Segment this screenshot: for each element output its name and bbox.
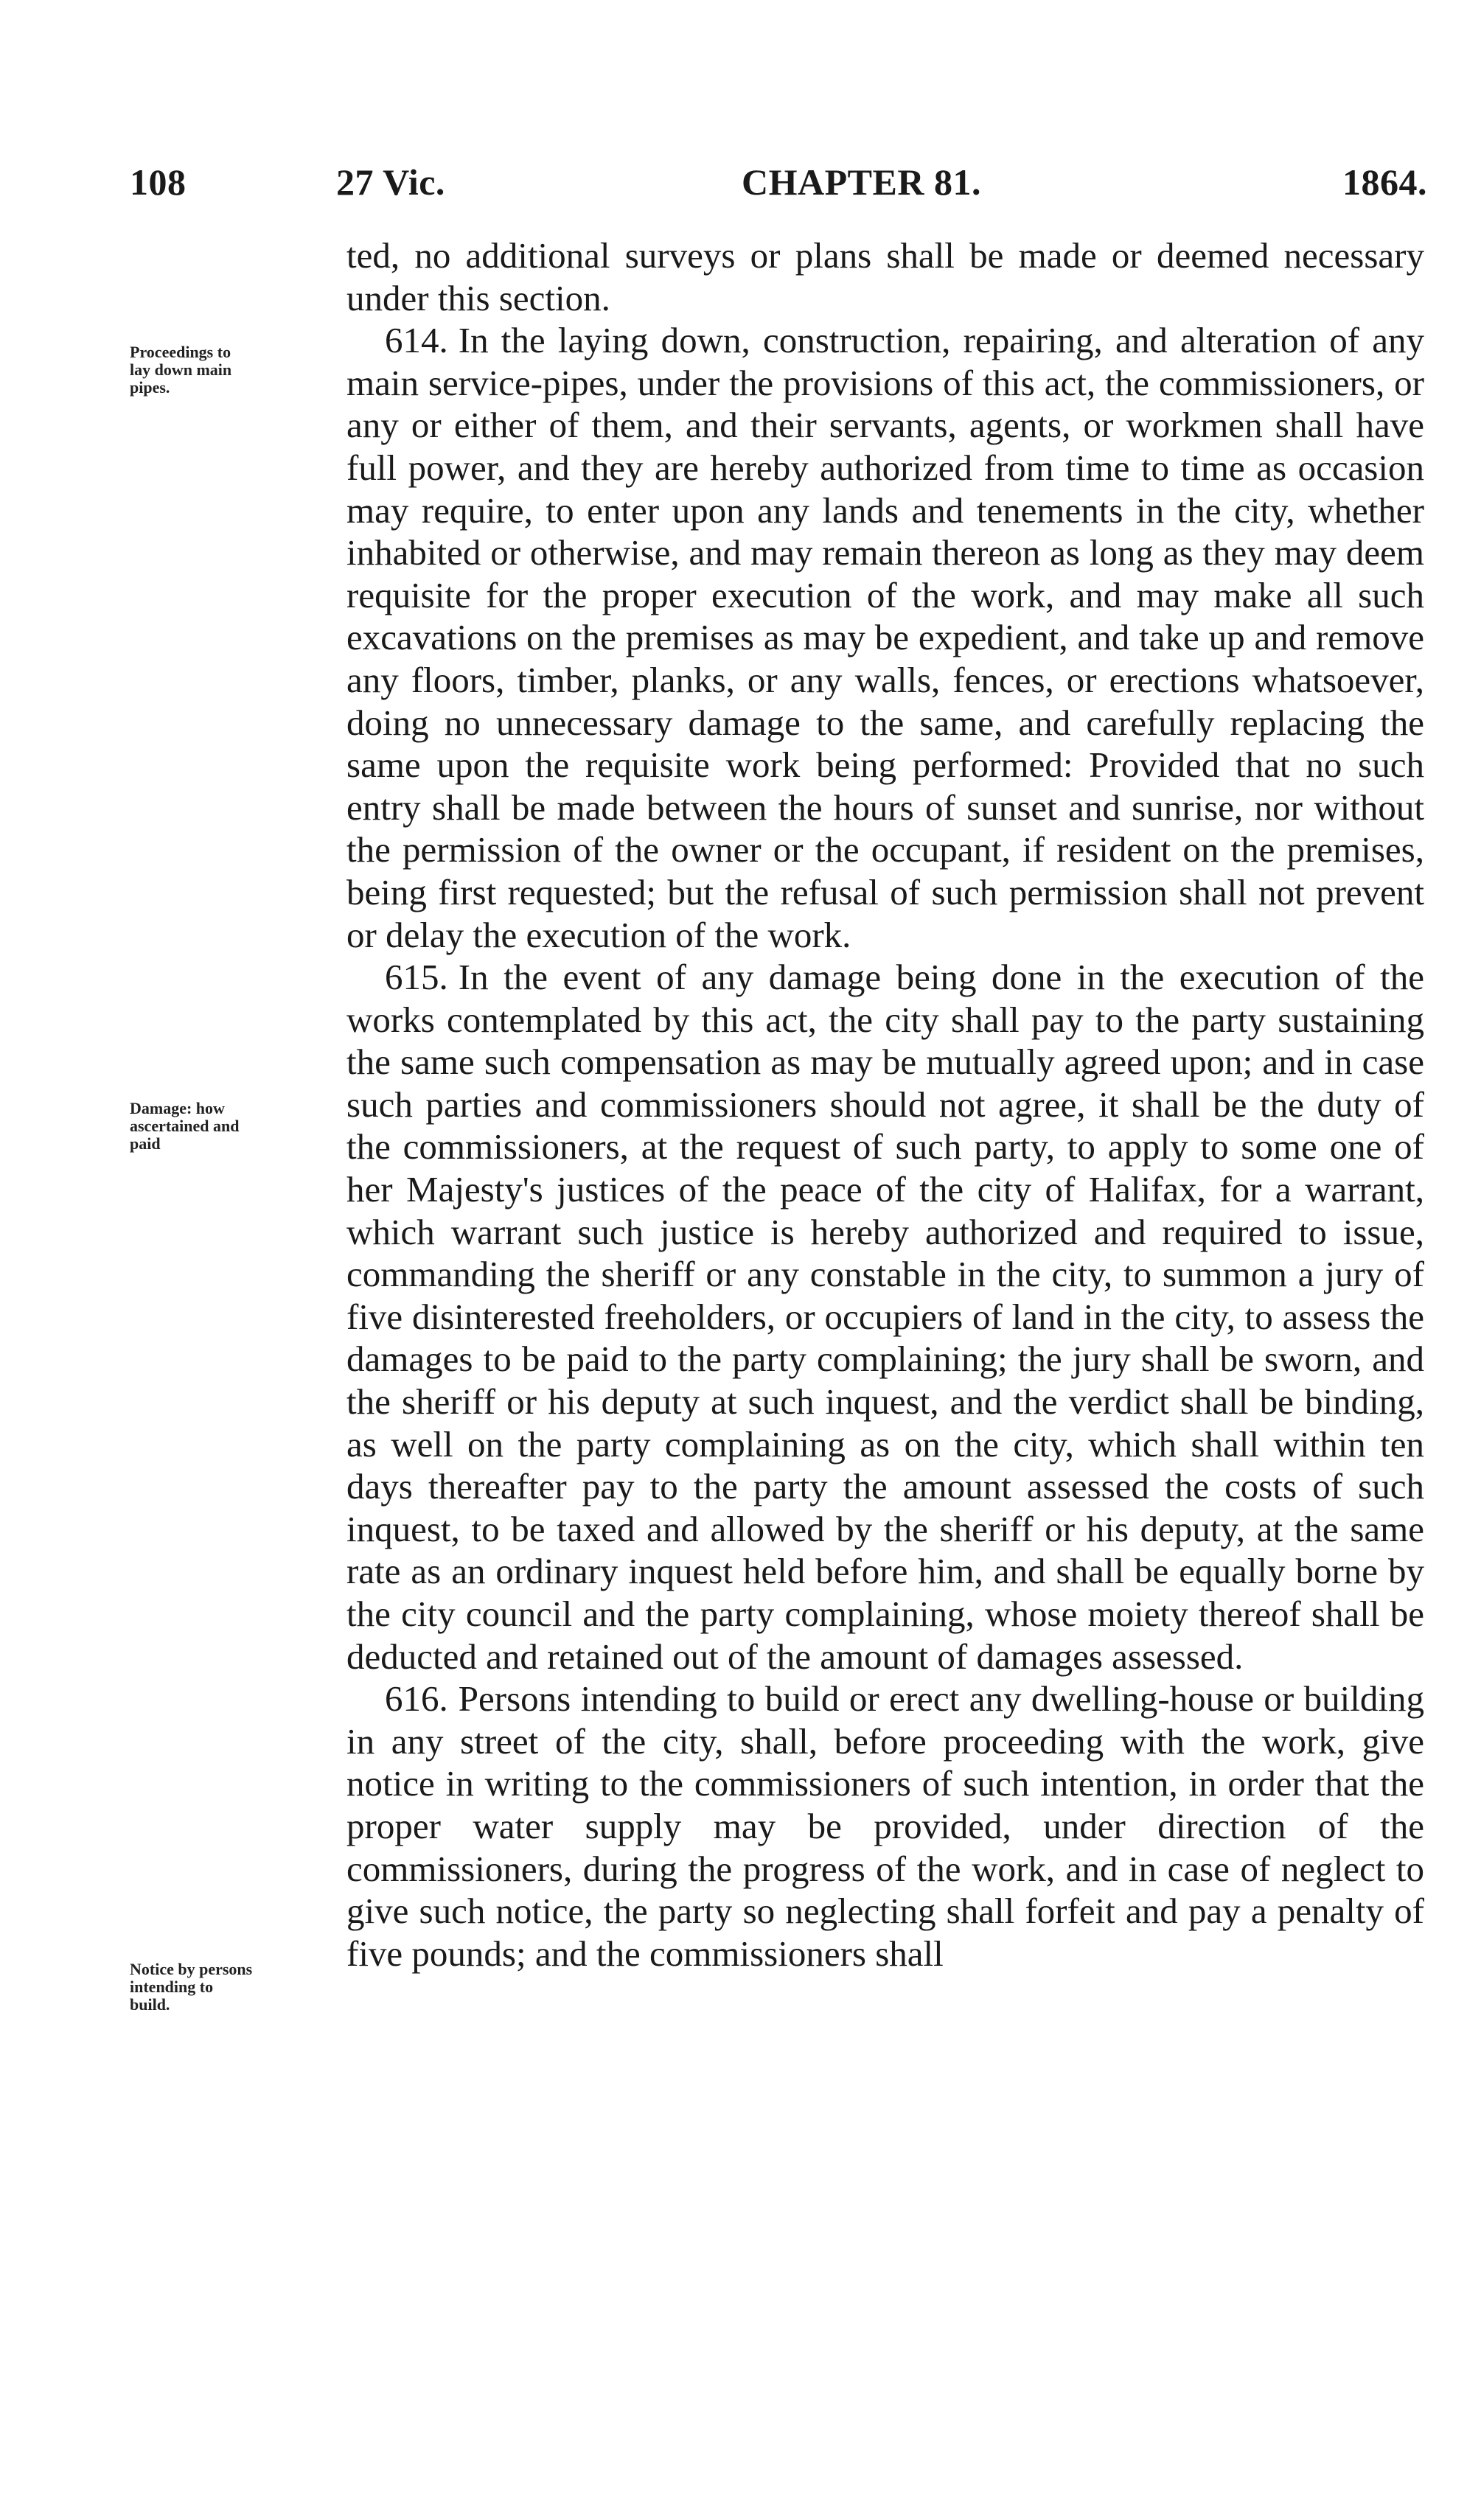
side-note-line: lay down main bbox=[130, 360, 232, 379]
side-note-line: Notice by persons bbox=[130, 1960, 253, 1978]
section-number: 614. bbox=[385, 320, 448, 361]
section-text: In the event of any damage being done in the execution of the works contemplated by this act, the city shall pay to the party sustaining the same such compensation as may be mutually agreed upon; and in case such parties and commissioners should not agree, it shall be the duty of the commissioners, at the request of such party, to apply to some one of her Majesty's justices of the peace of the city of Halifax, for a warrant, which warrant such justice is hereby authorized and required to issue, commanding the sheriff or any constable in the city, to summon a jury of five disinterested freeholders, or occupiers of land in the city, to assess the damages to be paid to the party complaining; the jury shall be sworn, and the sheriff or his deputy at such inquest, and the verdict shall be binding, as well on the party complaining as on the city, which shall within ten days thereafter pay to the party the amount assessed the costs of such inquest, to be taxed and allowed by the sheriff or his deputy, at the same rate as an ordinary inquest held before him, and shall be equally borne by the city council and the party complaining, whose moiety thereof shall be deducted and retained out of the amount of damages assessed. bbox=[346, 957, 1424, 1677]
section-text: In the laying down, construction, repairing, and alteration of any main service-pipes, under the provisions of this act, the commissioners, or any or either of them, and their servants, agents, or workmen shall have full power, and they are hereby authorized from time to time as occasion may require, to enter upon any lands and tenements in the city, whether inhabited or otherwise, and may remain thereon as long as they may deem requisite for the proper execution of the work, and may make all such excavations on the premises as may be expedient, and take up and remove any floors, timber, planks, or any walls, fences, or erections whatsoever, doing no unnecessary damage to the same, and carefully replacing the same upon the requisite work being performed: Provided that no such entry shall be made between the hours of sunset and sunrise, nor without the permission of the owner or the occupant, if resident on the premises, being first requested; but the refusal of such permission shall not prevent or delay the execution of the work. bbox=[346, 320, 1424, 955]
side-note-line: pipes. bbox=[130, 378, 170, 397]
section-615 bbox=[346, 956, 1424, 1678]
side-note-line: Proceedings to bbox=[130, 343, 231, 361]
side-note-line: ascertained and bbox=[130, 1117, 240, 1135]
side-note-line: Damage: how bbox=[130, 1099, 225, 1117]
continued-paragraph: ted, no additional surveys or plans shall be made or deemed necessary under this section. bbox=[346, 235, 1424, 318]
body-text bbox=[346, 234, 1424, 1975]
side-note-615 bbox=[130, 1100, 329, 1153]
page-number: 108 bbox=[130, 161, 187, 203]
running-header bbox=[130, 161, 1427, 205]
side-note-616 bbox=[130, 1961, 329, 2014]
chapter-heading: CHAPTER 81. bbox=[742, 161, 981, 203]
side-note-line: paid bbox=[130, 1134, 161, 1153]
section-number: 615. bbox=[385, 957, 448, 998]
side-note-line: build. bbox=[130, 1995, 170, 2014]
side-note-614 bbox=[130, 343, 329, 397]
year: 1864. bbox=[1342, 161, 1427, 203]
section-number: 616. bbox=[385, 1678, 448, 1720]
side-note-line: intending to bbox=[130, 1978, 214, 1996]
section-616 bbox=[346, 1678, 1424, 1975]
section-614 bbox=[346, 319, 1424, 956]
section-text: Persons intending to build or erect any dwelling-house or building in any street of the city, shall, before proceeding with the work, give notice in writing to the commissioners of such intention, in order that the proper water supply may be provided, under direction of the commissioners, during the progress of the work, and in case of neglect to give such notice, the party so neglecting shall forfeit and pay a penalty of five pounds; and the commissioners shall bbox=[346, 1678, 1424, 1974]
regnal-year: 27 Vic. bbox=[336, 161, 445, 203]
